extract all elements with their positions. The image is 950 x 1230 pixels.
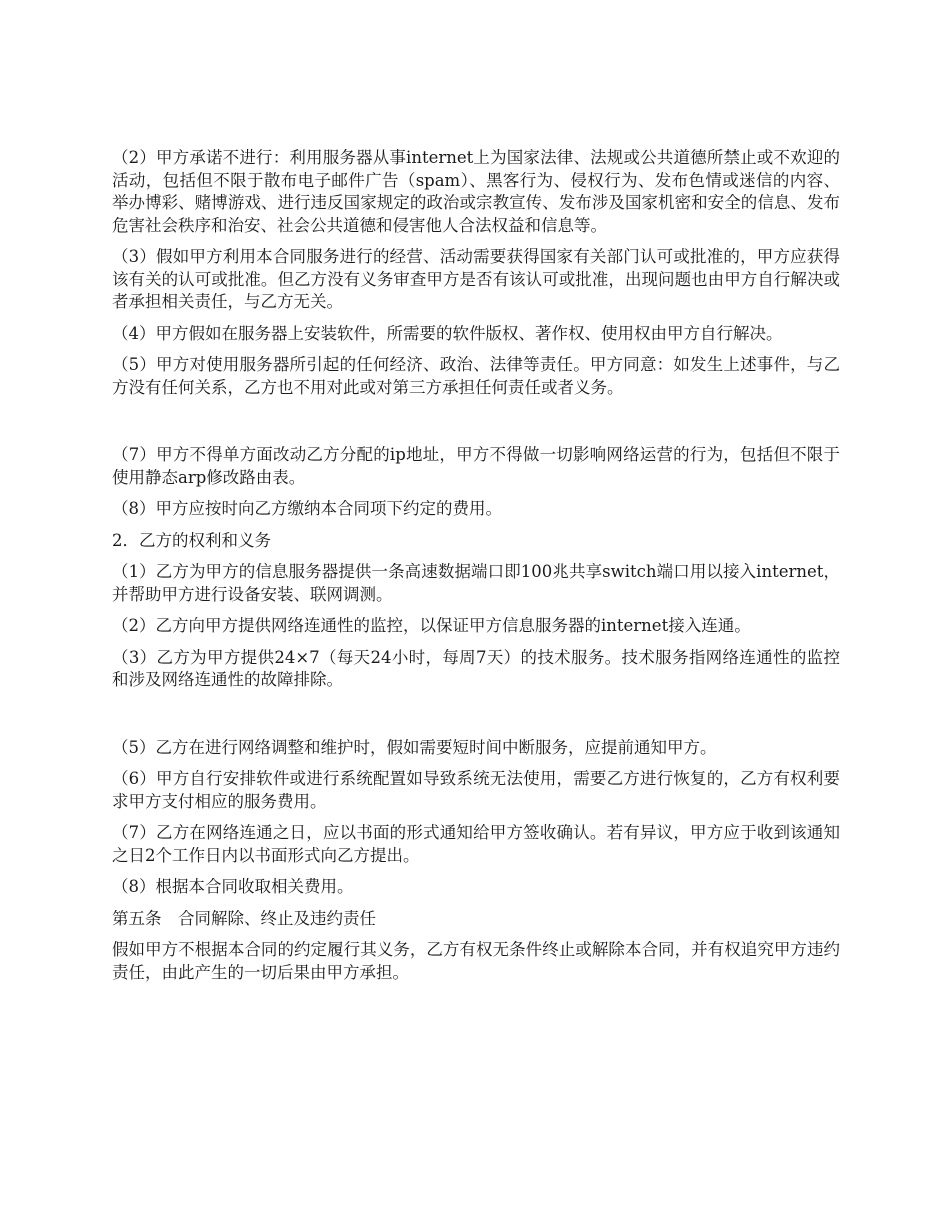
blank-gap-2: [112, 701, 840, 737]
paragraph-b-2: （2）乙方向甲方提供网络连通性的监控，以保证甲方信息服务器的internet接入连通。: [112, 616, 751, 635]
paragraph-a-3: （3）假如甲方利用本合同服务进行的经营、活动需要获得国家有关部门认可或批准的，甲方应获得该有关的认可或批准。但乙方没有义务审查甲方是否有该认可或批准，出现问题也由甲方自行解决或者承担相关责任，与乙方无关。: [112, 247, 840, 311]
paragraph-b-1: （1）乙方为甲方的信息服务器提供一条高速数据端口即100兆共享switch端口用以接入internet，并帮助甲方进行设备安装、联网调测。: [112, 562, 840, 604]
paragraph-a-5: （5）甲方对使用服务器所引起的任何经济、政治、法律等责任。甲方同意：如发生上述事件，与乙方没有任何关系，乙方也不用对此或对第三方承担任何责任或者义务。: [112, 355, 840, 397]
section-heading-party-b: 2．乙方的权利和义务: [112, 530, 271, 550]
paragraph-c-5: （5）乙方在进行网络调整和维护时，假如需要短时间中断服务，应提前通知甲方。: [112, 737, 717, 757]
paragraph-b-7: （7）甲方不得单方面改动乙方分配的ip地址，甲方不得做一切影响网络运营的行为，包括但不限于使用静态arp修改路由表。: [112, 445, 840, 487]
paragraph-b-8: （8）甲方应按时向乙方缴纳本合同项下约定的费用。: [112, 499, 502, 518]
blank-gap-1: [112, 408, 840, 444]
paragraph-c-8: （8）根据本合同收取相关费用。: [112, 877, 354, 896]
paragraph-c-6: （6）甲方自行安排软件或进行系统配置如导致系统无法使用，需要乙方进行恢复的，乙方有权利要求甲方支付相应的服务费用。: [112, 769, 840, 811]
article-five-heading: 第五条 合同解除、终止及违约责任: [112, 908, 376, 928]
paragraph-a-2: （2）甲方承诺不进行：利用服务器从事internet上为国家法律、法规或公共道德所禁止或不欢迎的活动，包括但不限于散布电子邮件广告（spam）、黑客行为、侵权行为、发布色情或迷信的内容、举办博彩、赌博游戏、进行违反国家规定的政治或宗教宣传、发布涉及国家机密和安全的信息、发布危害社会秩序和治安、社会公共道德和侵害他人合法权益和信息等。: [112, 148, 840, 235]
paragraph-b-3: （3）乙方为甲方提供24×7（每天24小时，每周7天）的技术服务。技术服务指网络连通性的监控和涉及网络连通性的故障排除。: [112, 647, 840, 689]
article-five-body: 假如甲方不根据本合同的约定履行其义务，乙方有权无条件终止或解除本合同，并有权追究甲方违约责任，由此产生的一切后果由甲方承担。: [112, 940, 840, 982]
paragraph-a-4: （4）甲方假如在服务器上安装软件，所需要的软件版权、著作权、使用权由甲方自行解决。: [112, 323, 783, 343]
paragraph-c-7: （7）乙方在网络连通之日，应以书面的形式通知给甲方签收确认。若有异议，甲方应于收到该通知之日2个工作日内以书面形式向乙方提出。: [112, 823, 840, 865]
